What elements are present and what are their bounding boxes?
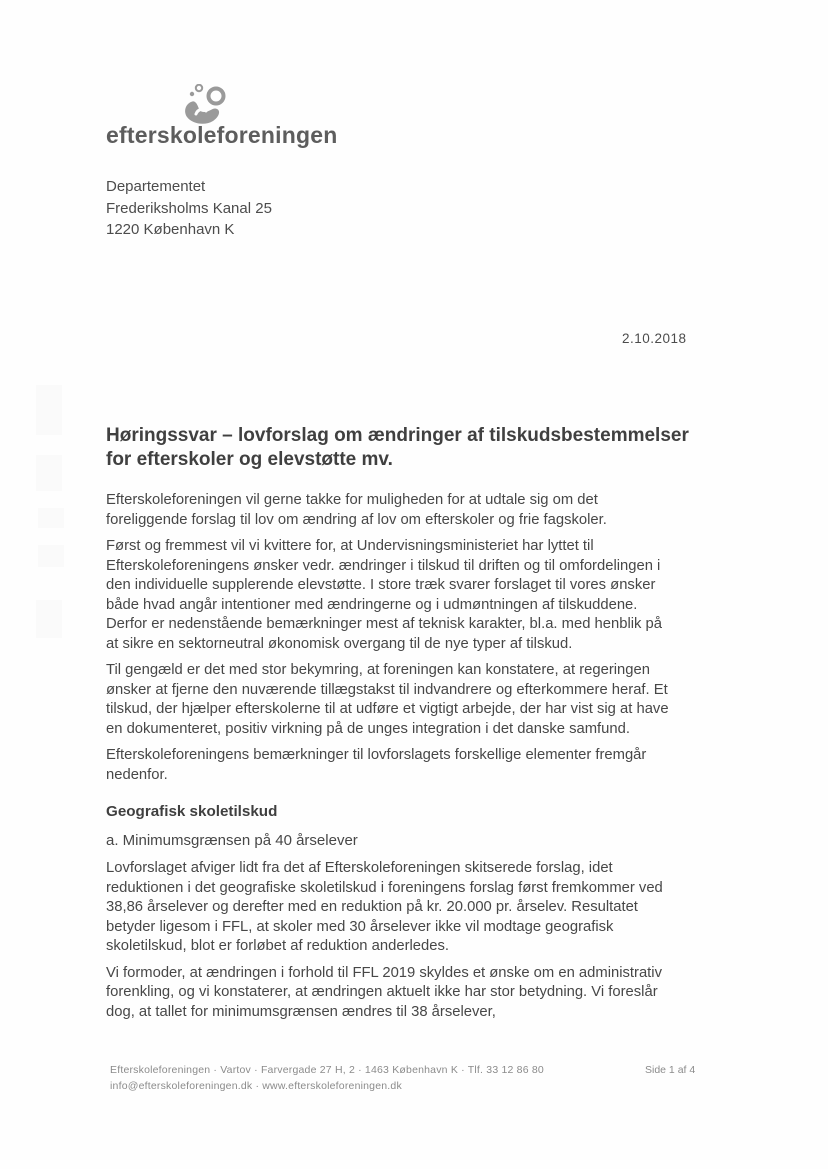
section-subheading: a. Minimumsgrænsen på 40 årselever	[106, 831, 358, 849]
body-paragraph: Vi formoder, at ændringen i forhold til FFL 2019 skyldes et ønske om en administrativ forenkling, og vi konstaterer, at ændringen aktuelt ikke har stor betydning. Vi foreslår dog, at tallet for minimumsgrænsen ændres til 38 årselever,	[106, 964, 662, 1020]
recipient-line: 1220 København K	[106, 221, 235, 238]
recipient-line: Frederiksholms Kanal 25	[106, 199, 272, 217]
letter-footer	[110, 1062, 544, 1094]
body-paragraph: Først og fremmest vil vi kvittere for, at Undervisningsministeriet har lyttet til Efterskoleforeningens ønsker vedr. ændringer i tilskud til driften og til omfordelingen i den individuelle supplerende elevstøtte. I store træk svarer forslaget til vores ønsker både hvad angår intentioner med ændringerne og i udmøntningen af tilskuddene. Derfor er nedenstående bemærkninger mest af teknisk karakter, bl.a. med henblik på at sikre en sektorneutral økonomisk overgang til de nye typer af tilskud.	[106, 538, 662, 652]
organization-logo	[106, 84, 338, 149]
page-number: Side 1 af 4	[645, 1064, 696, 1076]
body-paragraph: Til gengæld er det med stor bekymring, at foreningen kan konstatere, at regeringen ønsker at fjerne den nuværende tillægstakst til indvandrere og efterkommere heraf. Et tilskud, der hjælper efterskolerne til at udføre et vigtigt arbejde, der har vist sig at have en dokumenteret, positiv virkning på de unges integration i det danske samfund.	[106, 662, 669, 737]
logo-wordmark: efterskoleforeningen	[106, 122, 338, 148]
footer-contact-line: Efterskoleforeningen · Vartov · Farvergade 27 H, 2 · 1463 København K · Tlf. 33 12 86 80	[110, 1064, 544, 1076]
letter-title: Høringssvar – lovforslag om ændringer af tilskudsbestemmelser for efterskoler og elevstøtte mv.	[106, 425, 689, 470]
body-paragraph: Lovforslaget afviger lidt fra det af Efterskoleforeningen skitserede forslag, idet reduktionen i det geografiske skoletilskud i foreningens forslag først fremkommer ved 38,86 årselever og derefter med en reduktion på kr. 20.000 pr. årselev. Resultatet betyder ligesom i FFL, at skoler med 30 årselever ikke vil modtage geografisk skoletilskud, blot er forløbet af reduktion anderledes.	[106, 860, 663, 954]
letter-date: 2.10.2018	[622, 331, 687, 346]
recipient-line: Departementet	[106, 178, 206, 195]
footer-contact-line: info@efterskoleforeningen.dk · www.efterskoleforeningen.dk	[110, 1080, 402, 1092]
section-heading: Geografisk skoletilskud	[106, 803, 278, 820]
letter-body	[106, 491, 678, 1029]
recipient-address	[106, 176, 272, 241]
body-paragraph: Efterskoleforeningens bemærkninger til lovforslagets forskellige elementer fremgår nedenfor.	[106, 747, 647, 783]
body-paragraph: Efterskoleforeningen vil gerne takke for muligheden for at udtale sig om det foreliggende forslag til lov om ændring af lov om efterskoler og frie fagskoler.	[106, 492, 607, 528]
